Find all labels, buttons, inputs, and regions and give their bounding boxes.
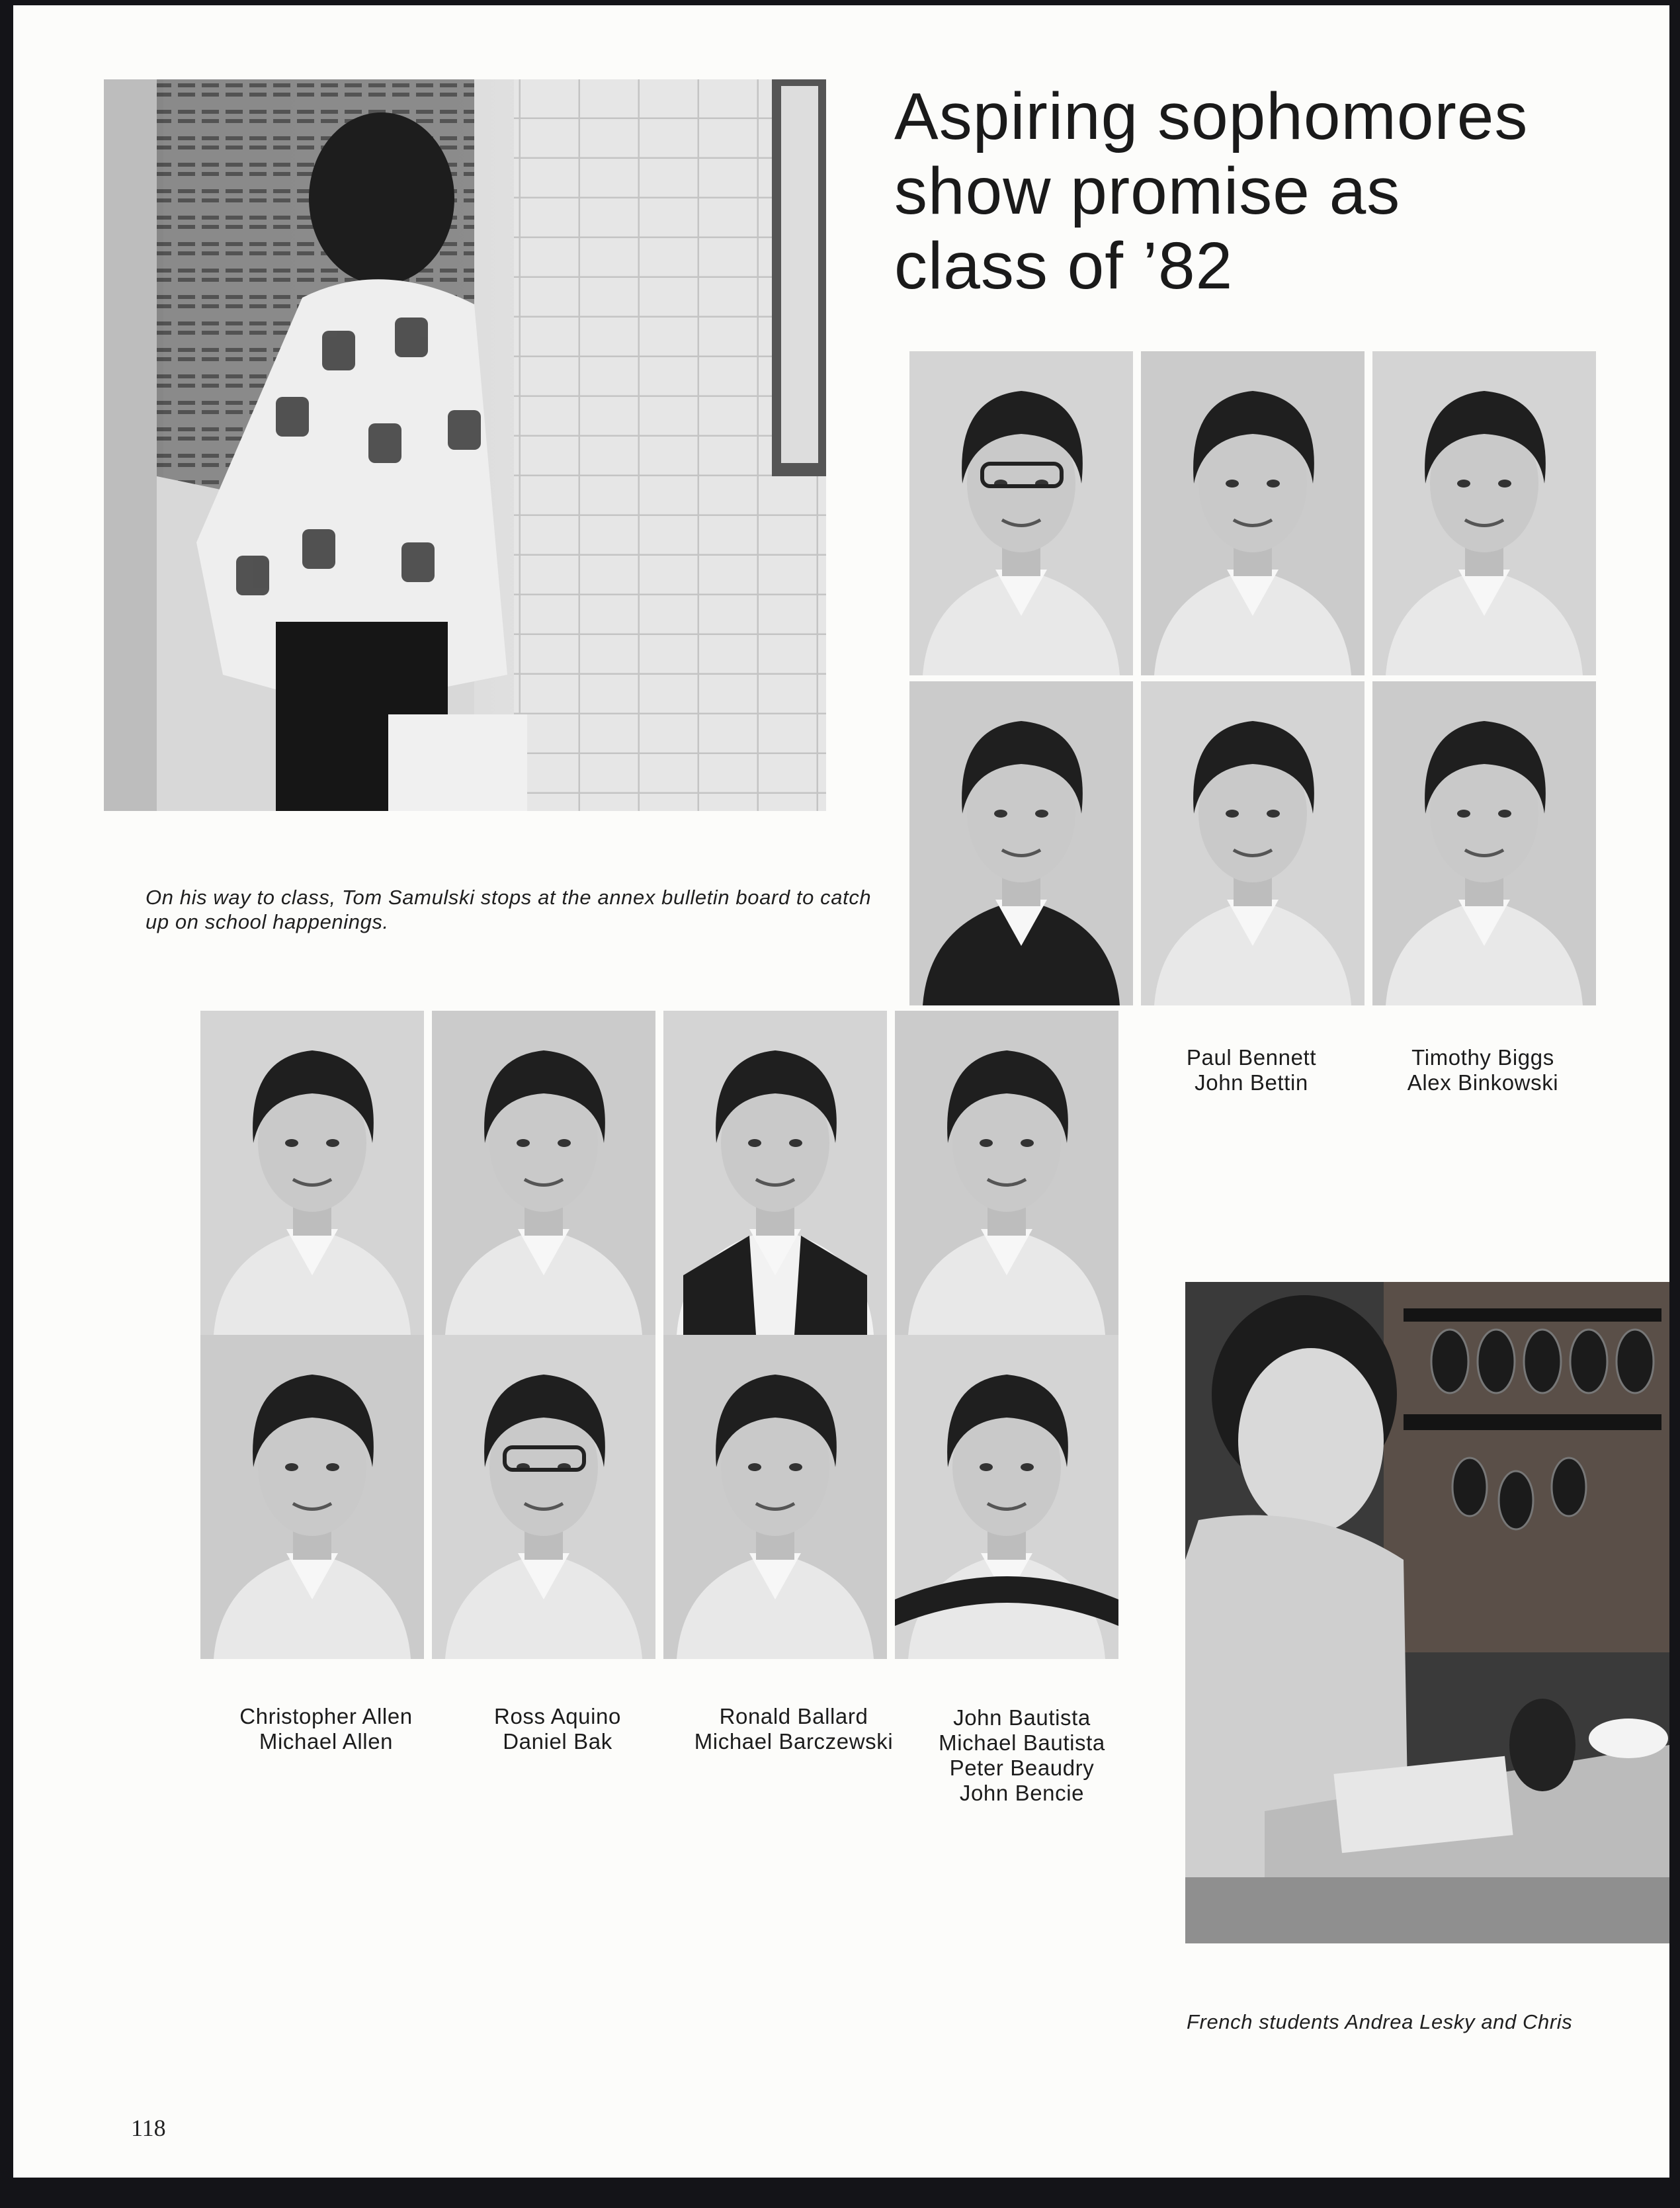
- student-portrait: [895, 1011, 1118, 1335]
- student-portrait: [895, 1335, 1118, 1659]
- name-group: [896, 1705, 1148, 1806]
- student-portrait: [1372, 681, 1596, 1005]
- student-portrait: [1372, 351, 1596, 675]
- student-name: Timothy Biggs: [1411, 1045, 1554, 1070]
- page-number: 118: [131, 2115, 166, 2141]
- name-group: [1126, 1045, 1377, 1095]
- student-name: Michael Allen: [259, 1729, 394, 1754]
- student-portrait: [909, 351, 1133, 675]
- student-name: John Bettin: [1195, 1070, 1308, 1095]
- headline-line: show promise as: [894, 154, 1401, 228]
- student-name: Daniel Bak: [503, 1729, 612, 1754]
- student-portrait: [663, 1335, 887, 1659]
- student-name: Christopher Allen: [239, 1704, 413, 1728]
- student-name: Peter Beaudry: [949, 1756, 1095, 1780]
- name-group: [1357, 1045, 1609, 1095]
- yearbook-page: [13, 5, 1669, 2178]
- name-group: [432, 1704, 683, 1754]
- headline-line: Aspiring sophomores: [894, 79, 1529, 153]
- student-portrait: [200, 1335, 424, 1659]
- french-caption: French students Andrea Lesky and Chris: [1187, 2010, 1573, 2033]
- name-group: [200, 1704, 452, 1754]
- french-students-photo: [1185, 1282, 1669, 1943]
- name-group: [661, 1704, 926, 1754]
- student-name: Michael Bautista: [939, 1730, 1105, 1755]
- student-name: Alex Binkowski: [1407, 1070, 1559, 1095]
- hallway-caption: On his way to class, Tom Samulski stops at the annex bulletin board to catch up on school happenings.: [146, 886, 872, 933]
- student-name: Ronald Ballard: [719, 1704, 868, 1728]
- student-portrait: [1141, 351, 1365, 675]
- student-name: John Bautista: [953, 1705, 1091, 1730]
- student-portrait: [909, 681, 1133, 1005]
- student-name: Paul Bennett: [1186, 1045, 1317, 1070]
- hallway-photo: [104, 79, 826, 811]
- page-headline: [894, 79, 1655, 304]
- student-portrait: [663, 1011, 887, 1335]
- student-portrait: [432, 1335, 655, 1659]
- student-name: John Bencie: [959, 1781, 1085, 1805]
- student-portrait: [432, 1011, 655, 1335]
- student-portrait: [200, 1011, 424, 1335]
- student-name: Ross Aquino: [494, 1704, 621, 1728]
- headline-line: class of ’82: [894, 229, 1234, 303]
- student-name: Michael Barczewski: [694, 1729, 894, 1754]
- student-portrait: [1141, 681, 1365, 1005]
